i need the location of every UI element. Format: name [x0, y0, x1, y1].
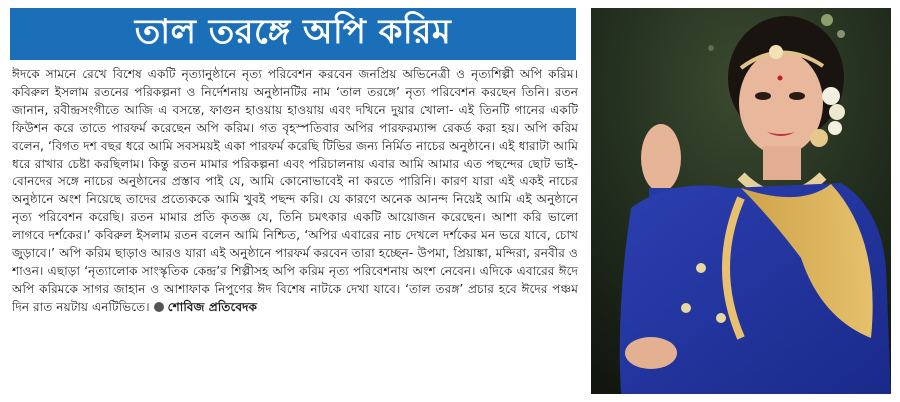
headline: তাল তরঙ্গে অপি করিম	[134, 11, 452, 52]
article-photo	[591, 8, 891, 394]
article-text: ঈদকে সামনে রেখে বিশেষ একটি নৃত্যানুষ্ঠানে নৃত্য পরিবেশন করবেন জনপ্রিয় অভিনেত্রী ও নৃত্যশিল্পী অপি করিম। কবিরুল ইসলাম রতনের পরিকল্পনা ও নির্দেশনায় অনুষ্ঠানটির নাম ‘তাল তরঙ্গে’ নৃত্য পরিবেশন করছেন তিনি। রতন জানান, রবীন্দ্রসংগীতে আজি এ বসন্তে, ফাগুন হাওয়ায় হাওয়ায় এবং দখিনে দুয়ার খোলা- এই তিনটি গানের একটি ফিউশন করে তাতে পারফর্ম করেছেন অপি করিম। গত বৃহস্পতিবার অপির পারফরম্যান্স রেকর্ড করা হয়। অপি করিম বলেন, ‘বিগত দশ বছর ধরে আমি সবসময়ই একা পারফর্ম করেছি টিভির জন্য নির্মিত নাচের অনুষ্ঠানে। এই ধারাটা আমি ধরে রাখার চেষ্টা করছিলাম। কিন্তু রতন মামার পরিকল্পনা এবং পরিচালনায় এবার আমি আমার এত পছন্দের ছোট ভাই-বোনদের সঙ্গে নাচের অনুষ্ঠানের প্রস্তাব পাই যে, আমি কোনোভাবেই না করতে পারিনি। কারণ যারা এই একই নাচের অনুষ্ঠানে অংশ নিয়েছে তাদের প্রত্যেককে আমি খুবই পছন্দ করি। যে কারণে অনেক আনন্দ নিয়েই আমি এই অনুষ্ঠানে নৃত্য পরিবেশন করেছি। রতন মামার প্রতি কৃতজ্ঞ যে, তিনি চমৎকার একটি আয়োজন করেছেন। আশা করি ভালো লাগবে দর্শকের।’ কবিরুল ইসলাম রতন বলেন আমি নিশ্চিত, ‘অপির এবারের নাচ দেখলে দর্শকের মন ভরে যাবে, চোখ জুড়াবে।’ অপি করিম ছাড়াও আরও যারা এই অনুষ্ঠানে পারফর্ম করবেন তারা হচ্ছেন- উপমা, প্রিয়াঙ্কা, মন্দিরা, রনবীর ও শাওন। এছাড়া ‘নৃত্যালোক সাংস্কৃতিক কেন্দ্র’র শিল্পীসহ অপি করিম নৃত্য পরিবেশনায় অংশ নেবেন। এদিকে এবারের ঈদে অপি করিমকে সাগর জাহান ও আশাফাক নিপুণের ঈদ বিশেষ নাটকে দেখা যাবে। ‘তাল তরঙ্গ’ প্রচার হবে ঈদের পঞ্চম দিন রাত নয়টায় এনটিভিতে।	[12, 67, 578, 314]
byline: শোবিজ প্রতিবেদক	[167, 299, 258, 314]
article-body	[12, 66, 578, 398]
byline-bullet-icon	[154, 302, 164, 312]
dancer-photo-illustration	[591, 8, 891, 394]
article-paragraph	[12, 66, 578, 317]
headline-bar	[10, 8, 576, 60]
